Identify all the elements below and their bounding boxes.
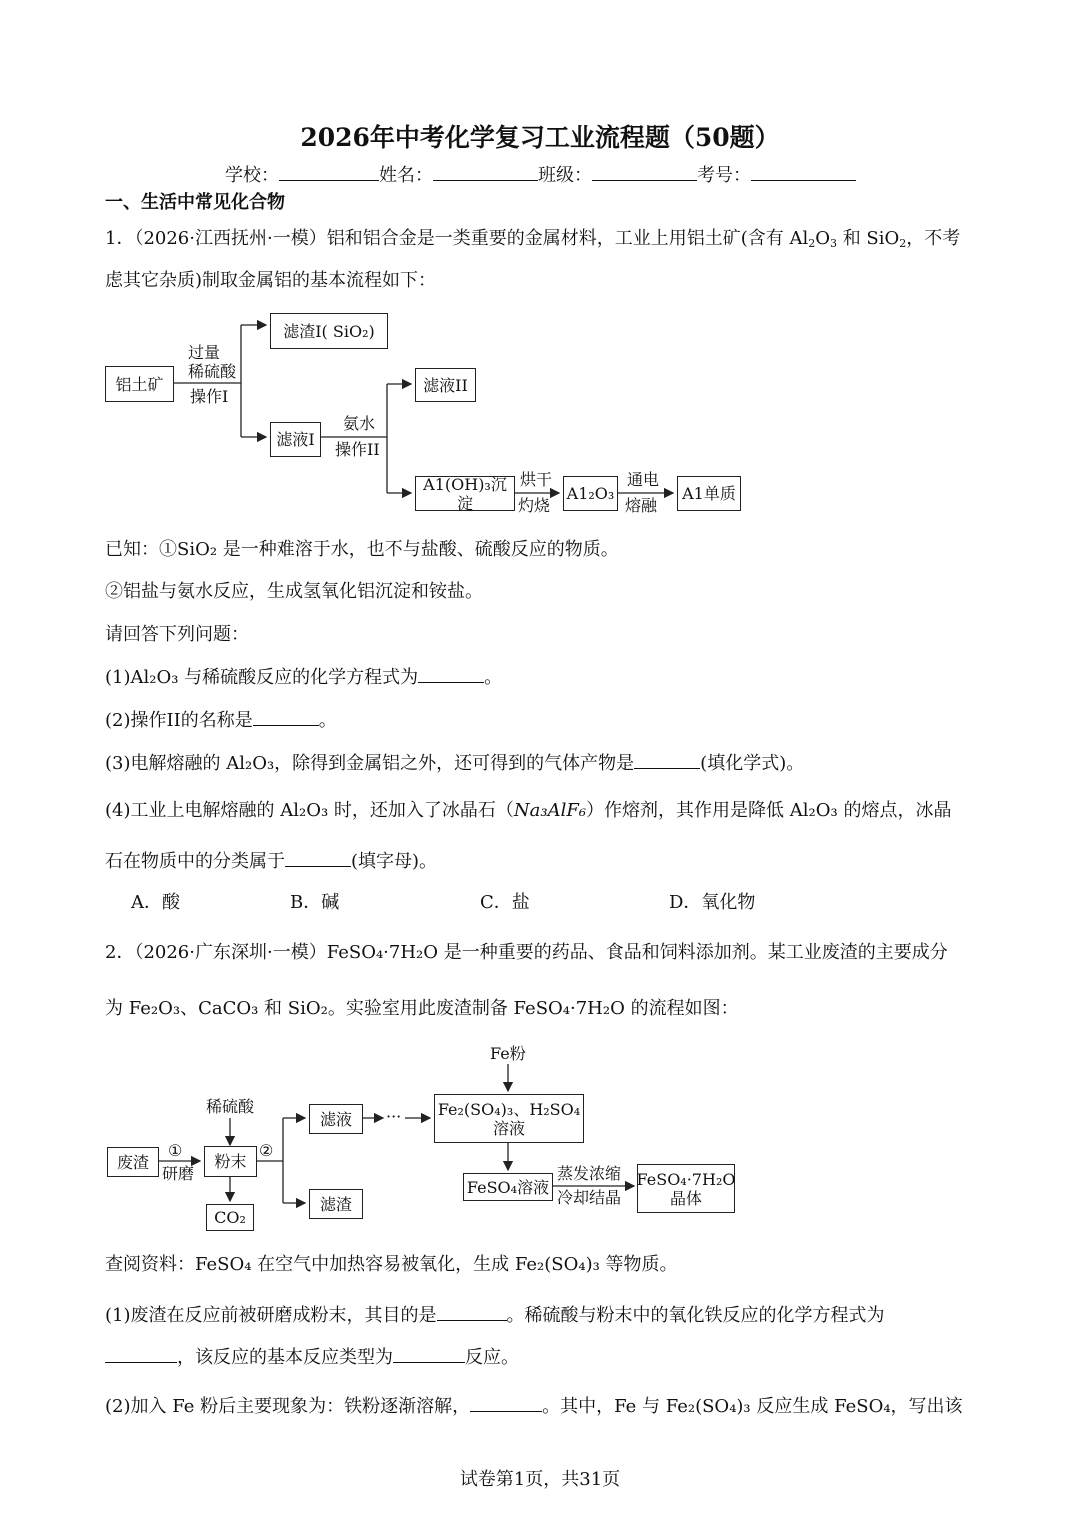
box-filtrate: 滤液 (309, 1104, 363, 1134)
q1-intro-part: 1．（2026·江西抚州·一模）铝和铝合金是一类重要的金属材料，工业上用铝土矿(含有 Al (105, 228, 809, 249)
label-reagent1a: 过量 (188, 343, 221, 362)
q1-part2-text: (2)操作II的名称是 (105, 710, 253, 731)
number-label: 考号： (697, 165, 751, 186)
school-label: 学校： (225, 165, 279, 186)
q1-part1-end: 。 (484, 667, 503, 688)
box-precipitate: A1(OH)₃沉淀 (415, 476, 515, 511)
q2-part2-text: (2)加入 Fe 粉后主要现象为：铁粉逐渐溶解， (105, 1396, 471, 1417)
box-ore: 铝土矿 (105, 366, 174, 402)
box-residue: 滤渣 (309, 1189, 363, 1219)
box-waste: 废渣 (107, 1147, 159, 1177)
box-crystal (637, 1164, 735, 1213)
answer-blank[interactable] (470, 1393, 542, 1412)
option-d[interactable]: D．氧化物 (669, 892, 756, 913)
box-powder: 粉末 (204, 1146, 257, 1177)
q2-part1-text2: 。稀硫酸与粉末中的氧化铁反应的化学方程式为 (506, 1305, 885, 1326)
label-acid: 稀硫酸 (206, 1097, 255, 1116)
q1-part4-text2: ）作熔剂，其作用是降低 Al₂O₃ 的熔点，冰晶 (586, 800, 952, 821)
answer-blank[interactable] (437, 1302, 507, 1321)
label-melt: 熔融 (625, 496, 658, 515)
q1-part3-end: (填化学式)。 (700, 753, 805, 774)
box-co2: CO₂ (206, 1204, 254, 1231)
label-dry: 烘干 (520, 470, 553, 489)
q2-reference: 查阅资料：FeSO₄ 在空气中加热容易被氧化，生成 Fe₂(SO₄)₃ 等物质。 (105, 1254, 678, 1275)
q2-part1-line2 (105, 1344, 519, 1371)
q1-known-1: 已知：①SiO₂ 是一种难溶于水，也不与盐酸、硫酸反应的物质。 (105, 539, 619, 560)
label-dots: ··· (386, 1107, 402, 1126)
label-reagent1b: 稀硫酸 (188, 362, 237, 381)
crystal-label: 晶体 (669, 1188, 702, 1208)
q1-intro-part: ，不考 (906, 228, 961, 249)
label-step2: ② (259, 1141, 274, 1160)
q1-intro-part: 和 SiO (836, 228, 900, 249)
option-c[interactable]: C．盐 (480, 892, 530, 913)
q2-intro: 2．（2026·广东深圳·一模）FeSO₄·7H₂O 是一种重要的药品、食品和饲料添加剂。某工业废渣的主要成分 (105, 942, 948, 963)
solution-label: 溶液 (492, 1118, 525, 1138)
q1-prompt: 请回答下列问题： (105, 624, 249, 645)
name-label: 姓名： (379, 165, 433, 186)
q2-part1-end: 反应。 (465, 1347, 519, 1368)
q2-part2 (105, 1393, 963, 1420)
label-evaporate: 蒸发浓缩 (557, 1164, 622, 1183)
class-label: 班级： (538, 165, 592, 186)
page-footer: 试卷第1页，共31页 (459, 1469, 621, 1490)
q1-known-2: ②铝盐与氨水反应，生成氢氧化铝沉淀和铵盐。 (105, 581, 483, 602)
page-title: 2026年中考化学复习工业流程题（50题） (300, 123, 780, 152)
q1-part3-text: (3)电解熔融的 Al₂O₃，除得到金属铝之外，还可得到的气体产物是 (105, 753, 635, 774)
q2-part1-text: (1)废渣在反应前被研磨成粉末，其目的是 (105, 1305, 437, 1326)
answer-blank[interactable] (393, 1344, 465, 1363)
section-heading: 一、生活中常见化合物 (105, 192, 285, 213)
box-filtrate2: 滤液II (415, 368, 476, 402)
cryolite-formula: Na₃AlF₆ (513, 800, 587, 821)
label-op2: 操作II (335, 440, 380, 459)
option-b[interactable]: B．碱 (290, 892, 340, 913)
label-fe-powder: Fe粉 (490, 1044, 526, 1063)
q2-part1-text3: ，该反应的基本反应类型为 (177, 1347, 393, 1368)
box-oxide: A1₂O₃ (563, 476, 618, 511)
q1-part4-text3: 石在物质中的分类属于 (105, 851, 285, 872)
label-elec: 通电 (627, 470, 660, 489)
box-solution (434, 1094, 584, 1143)
label-op1: 操作I (190, 387, 229, 406)
box-feso4-solution: FeSO₄溶液 (463, 1173, 553, 1201)
q2-part1 (105, 1302, 885, 1329)
q1-intro-line2: 虑其它杂质)制取金属铝的基本流程如下： (105, 270, 437, 291)
q2-part2-text2: 。其中，Fe 与 Fe₂(SO₄)₃ 反应生成 FeSO₄，写出该 (542, 1396, 963, 1417)
label-grind: 研磨 (162, 1164, 195, 1183)
solution-formula: Fe₂(SO₄)₃、H₂SO₄ (437, 1099, 581, 1119)
box-residue1: 滤渣I( SiO₂) (270, 313, 388, 349)
q1-part4-end: (填字母)。 (351, 851, 438, 872)
crystal-formula: FeSO₄·7H₂O (636, 1169, 736, 1189)
label-reagent2: 氨水 (343, 414, 376, 433)
q1-part2-end: 。 (318, 710, 337, 731)
box-metal: A1单质 (677, 476, 741, 511)
q1-part4-text: (4)工业上电解熔融的 Al₂O₃ 时，还加入了冰晶石（ (105, 800, 514, 821)
q2-intro-line2: 为 Fe₂O₃、CaCO₃ 和 SiO₂。实验室用此废渣制备 FeSO₄·7H₂O 的流程如图： (105, 998, 739, 1019)
label-cool: 冷却结晶 (557, 1188, 622, 1207)
q1-part1-text: (1)Al₂O₃ 与稀硫酸反应的化学方程式为 (105, 667, 419, 688)
q1-intro-part: O (815, 228, 830, 249)
label-step1: ① (168, 1141, 183, 1160)
q1-intro: 1．（2026·江西抚州·一模）铝和铝合金是一类重要的金属材料，工业上用铝土矿(含有 $Al_2O_3$ 和 SiO$_2$，不考 (105, 228, 961, 250)
option-a[interactable]: A．酸 (131, 892, 180, 913)
box-filtrate1: 滤液I (270, 422, 321, 457)
answer-blank[interactable] (105, 1344, 177, 1363)
label-burn: 灼烧 (518, 496, 551, 515)
